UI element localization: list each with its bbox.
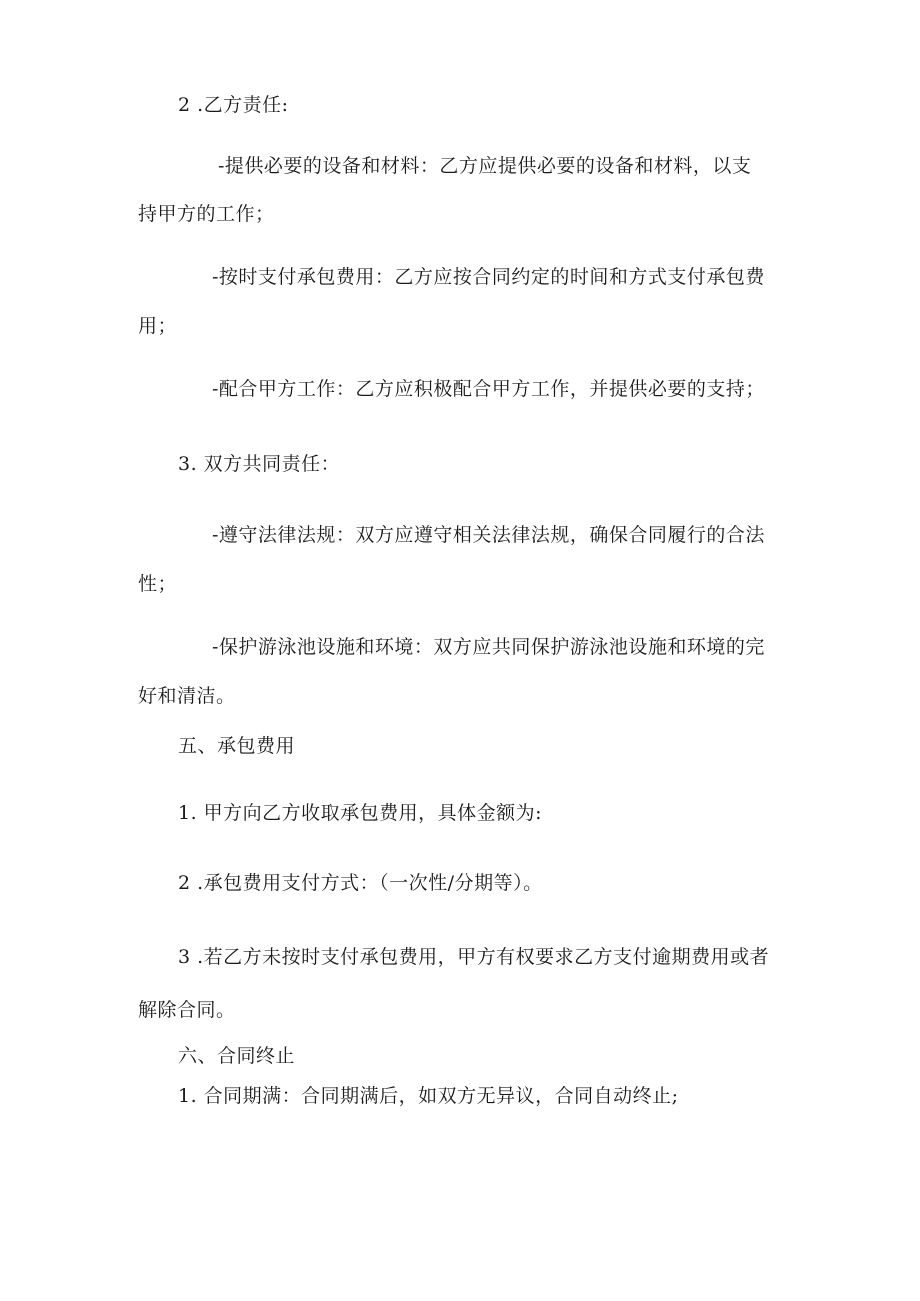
clause-3-item-2-line-1: -保护游泳池设施和环境：双方应共同保护游泳池设施和环境的完: [212, 636, 765, 658]
section-5-item-2: 2 .承包费用支付方式：（一次性/分期等）。: [178, 872, 543, 894]
clause-3-item-1-line-2: 性；: [138, 573, 178, 595]
clause-2-item-2-line-2: 用；: [138, 315, 178, 337]
clause-3-item-1-line-1: -遵守法律法规：双方应遵守相关法律法规，确保合同履行的合法: [212, 524, 765, 546]
section-5-item-3-line-2: 解除合同。: [138, 999, 236, 1021]
clause-2-item-2-line-1: -按时支付承包费用：乙方应按合同约定的时间和方式支付承包费: [212, 266, 765, 288]
clause-2-item-3: -配合甲方工作：乙方应积极配合甲方工作，并提供必要的支持；: [212, 378, 765, 400]
section-5-item-3-line-1: 3 .若乙方未按时支付承包费用，甲方有权要求乙方支付逾期费用或者: [178, 946, 770, 968]
clause-2-heading: 2 .乙方责任:: [178, 94, 289, 116]
section-6-item-1: 1. 合同期满：合同期满后，如双方无异议，合同自动终止;: [178, 1085, 679, 1107]
clause-2-item-1-line-2: 持甲方的工作；: [138, 203, 275, 225]
section-6-heading: 六、合同终止: [178, 1045, 296, 1067]
section-5-item-1: 1. 甲方向乙方收取承包费用，具体金额为:: [178, 802, 543, 824]
clause-2-item-1-line-1: -提供必要的设备和材料：乙方应提供必要的设备和材料，以支: [218, 155, 752, 177]
section-5-heading: 五、承包费用: [178, 735, 296, 757]
clause-3-item-2-line-2: 好和清洁。: [138, 685, 236, 707]
clause-3-heading: 3. 双方共同责任：: [178, 453, 341, 475]
